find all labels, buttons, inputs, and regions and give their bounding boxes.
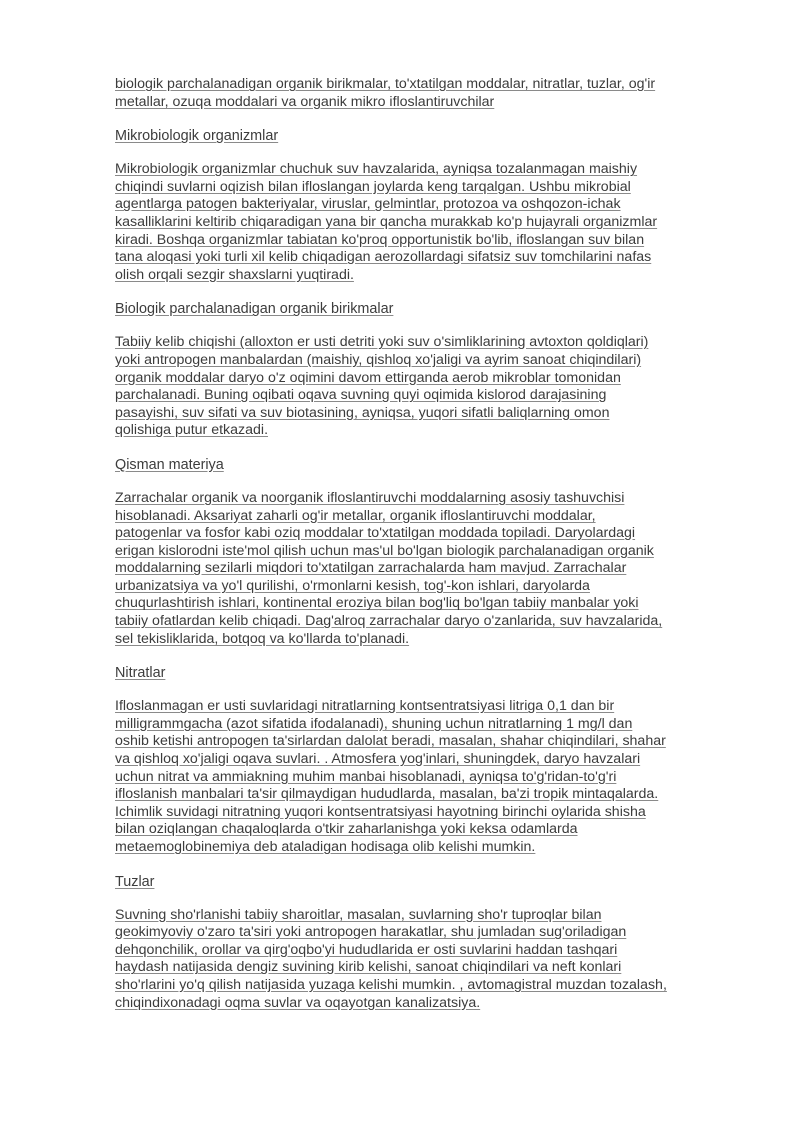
paragraph-line: bilan oziqlangan chaqaloqlarda o'tkir zaharlanishga yoki keksa odamlarda (115, 821, 578, 838)
section-heading: Biologik parchalanadigan organik birikmalar (115, 301, 394, 318)
paragraph-line: urbanizatsiya va yo'l qurilishi, o'rmonlarni kesish, tog'-kon ishlari, daryolarda (115, 577, 590, 594)
section-paragraph (115, 907, 740, 1013)
section-paragraph (115, 698, 740, 856)
section-heading: Mikrobiologik organizmlar (115, 128, 279, 145)
paragraph-line: metallar, ozuqa moddalari va organik mikro ifloslantiruvchilar (115, 93, 495, 110)
paragraph-line: kiradi. Boshqa organizmlar tabiatan ko'proq opportunistik bo'lib, ifloslangan suv bilan (115, 231, 645, 248)
section-paragraph (115, 76, 740, 111)
paragraph-line: uchun nitrat va ammiakning muhim manbai hisoblanadi, ayniqsa to'g'ridan-to'g'ri (115, 768, 617, 785)
paragraph-line: agentlarga patogen bakteriyalar, viruslar, gelmintlar, protozoa va oshqozon-ichak (115, 196, 621, 213)
paragraph-line: patogenlar va fosfor kabi oziq moddalar to'xtatilgan moddada topiladi. Daryolardagi (115, 525, 636, 542)
section-paragraph (115, 334, 740, 440)
paragraph-line: geokimyoviy o'zaro ta'siri yoki antropogen harakatlar, shu jumladan sug'oriladigan (115, 924, 627, 941)
paragraph-line: sel tekisliklarida, botqoq va ko'llarda to'planadi. (115, 630, 410, 647)
section-heading: Tuzlar (115, 873, 155, 890)
paragraph-line: chuqurlashtirish ishlari, kontinental eroziya bilan bog'liq bo'lgan tabiiy manbalar yoki (115, 595, 639, 612)
paragraph-line: haydash natijasida dengiz suvining kirib kelishi, sanoat chiqindilari va neft konlari (115, 959, 622, 976)
paragraph-line: va qishloq xo'jaligi oqava suvlari. . Atmosfera yog'inlari, shuningdek, daryo havzalari (115, 751, 641, 768)
paragraph-line: olish orqali sezgir shaxslarni yuqtiradi. (115, 266, 354, 283)
section-heading: Qisman materiya (115, 456, 224, 473)
paragraph-line: parchalanadi. Buning oqibati oqava suvning quyi oqimida kislorod darajasining (115, 387, 607, 404)
paragraph-line: chiqindi suvlarni oqizish bilan ifloslangan joylarda keng tarqalgan. Ushbu mikrobial (115, 178, 631, 195)
paragraph-line: qolishiga putur etkazadi. (115, 422, 269, 439)
paragraph-line: ifloslanish manbalari ta'sir qilmaydigan hududlarda, masalan, ba'zi tropik mintaqalarda. (115, 786, 659, 803)
paragraph-line: chiqindixonadagi oqma suvlar va oqayotgan kanalizatsiya. (115, 994, 481, 1011)
paragraph-line: Ifloslanmagan er usti suvlaridagi nitratlarning kontsentratsiyasi litriga 0,1 dan bir (115, 698, 615, 715)
paragraph-line: Ichimlik suvidagi nitratning yuqori kontsentratsiyasi hayotning birinchi oylarida shisha (115, 803, 646, 820)
paragraph-line: metaemoglobinemiya deb ataladigan hodisaga olib kelishi mumkin. (115, 839, 536, 855)
paragraph-line: tabiiy ofatlardan kelib chiqadi. Dag'alroq zarrachalar daryo o'zanlarida, suv havzalarida, (115, 613, 663, 630)
section-paragraph (115, 490, 740, 648)
paragraph-line: kasalliklarini keltirib chiqaradigan yana bir qancha murakkab ko'p hujayrali organizmlar (115, 213, 658, 230)
paragraph-line: tana aloqasi yoki turli xil kelib chiqadigan aerozollardagi sifatsiz suv tomchilarini nafas (115, 249, 652, 266)
paragraph-line: hisoblanadi. Aksariyat zaharli og'ir metallar, organik ifloslantiruvchi moddalar, (115, 507, 596, 524)
paragraph-line: sho'rlarini yo'q qilish natijasida yuzaga kelishi mumkin. , avtomagistral muzdan tozalash, (115, 976, 667, 993)
section-heading: Nitratlar (115, 665, 166, 682)
paragraph-line: Tabiiy kelib chiqishi (alloxton er usti detriti yoki suv o'simliklarining avtoxton qoldiqlari) (115, 334, 649, 351)
paragraph-line: erigan kislorodni iste'mol qilish uchun mas'ul bo'lgan biologik parchalanadigan organik (115, 542, 654, 559)
paragraph-line: Zarrachalar organik va noorganik ifloslantiruvchi moddalarning asosiy tashuvchisi (115, 489, 625, 506)
paragraph-line: pasayishi, suv sifati va suv biotasining, ayniqsa, yuqori sifatli baliqlarning omon (115, 404, 610, 421)
paragraph-line: oshib ketishi antropogen ta'sirlardan dalolat beradi, masalan, shahar chiqindilari, shahar (115, 733, 666, 750)
paragraph-line: biologik parchalanadigan organik birikmalar, to'xtatilgan moddalar, nitratlar, tuzlar, og'ir (115, 76, 656, 92)
paragraph-line: moddalarning sezilarli miqdori to'xtatilgan zarrachalarda ham mavjud. Zarrachalar (115, 560, 627, 577)
paragraph-line: yoki antropogen manbalardan (maishiy, qishloq xo'jaligi va ayrim sanoat chiqindilari) (115, 351, 642, 368)
paragraph-line: dehqonchilik, orollar va qirg'oqbo'yi hududlarida er osti suvlarini haddan tashqari (115, 941, 618, 958)
section-paragraph (115, 161, 740, 284)
paragraph-line: milligrammgacha (azot sifatida ifodalanadi), shuning uchun nitratlarning 1 mg/l dan (115, 715, 633, 732)
paragraph-line: Suvning sho'rlanishi tabiiy sharoitlar, masalan, suvlarning sho'r tuproqlar bilan (115, 906, 602, 923)
paragraph-line: organik moddalar daryo o'z oqimini davom ettirganda aerob mikroblar tomonidan (115, 369, 621, 386)
paragraph-line: Mikrobiologik organizmlar chuchuk suv havzalarida, ayniqsa tozalanmagan maishiy (115, 161, 638, 178)
